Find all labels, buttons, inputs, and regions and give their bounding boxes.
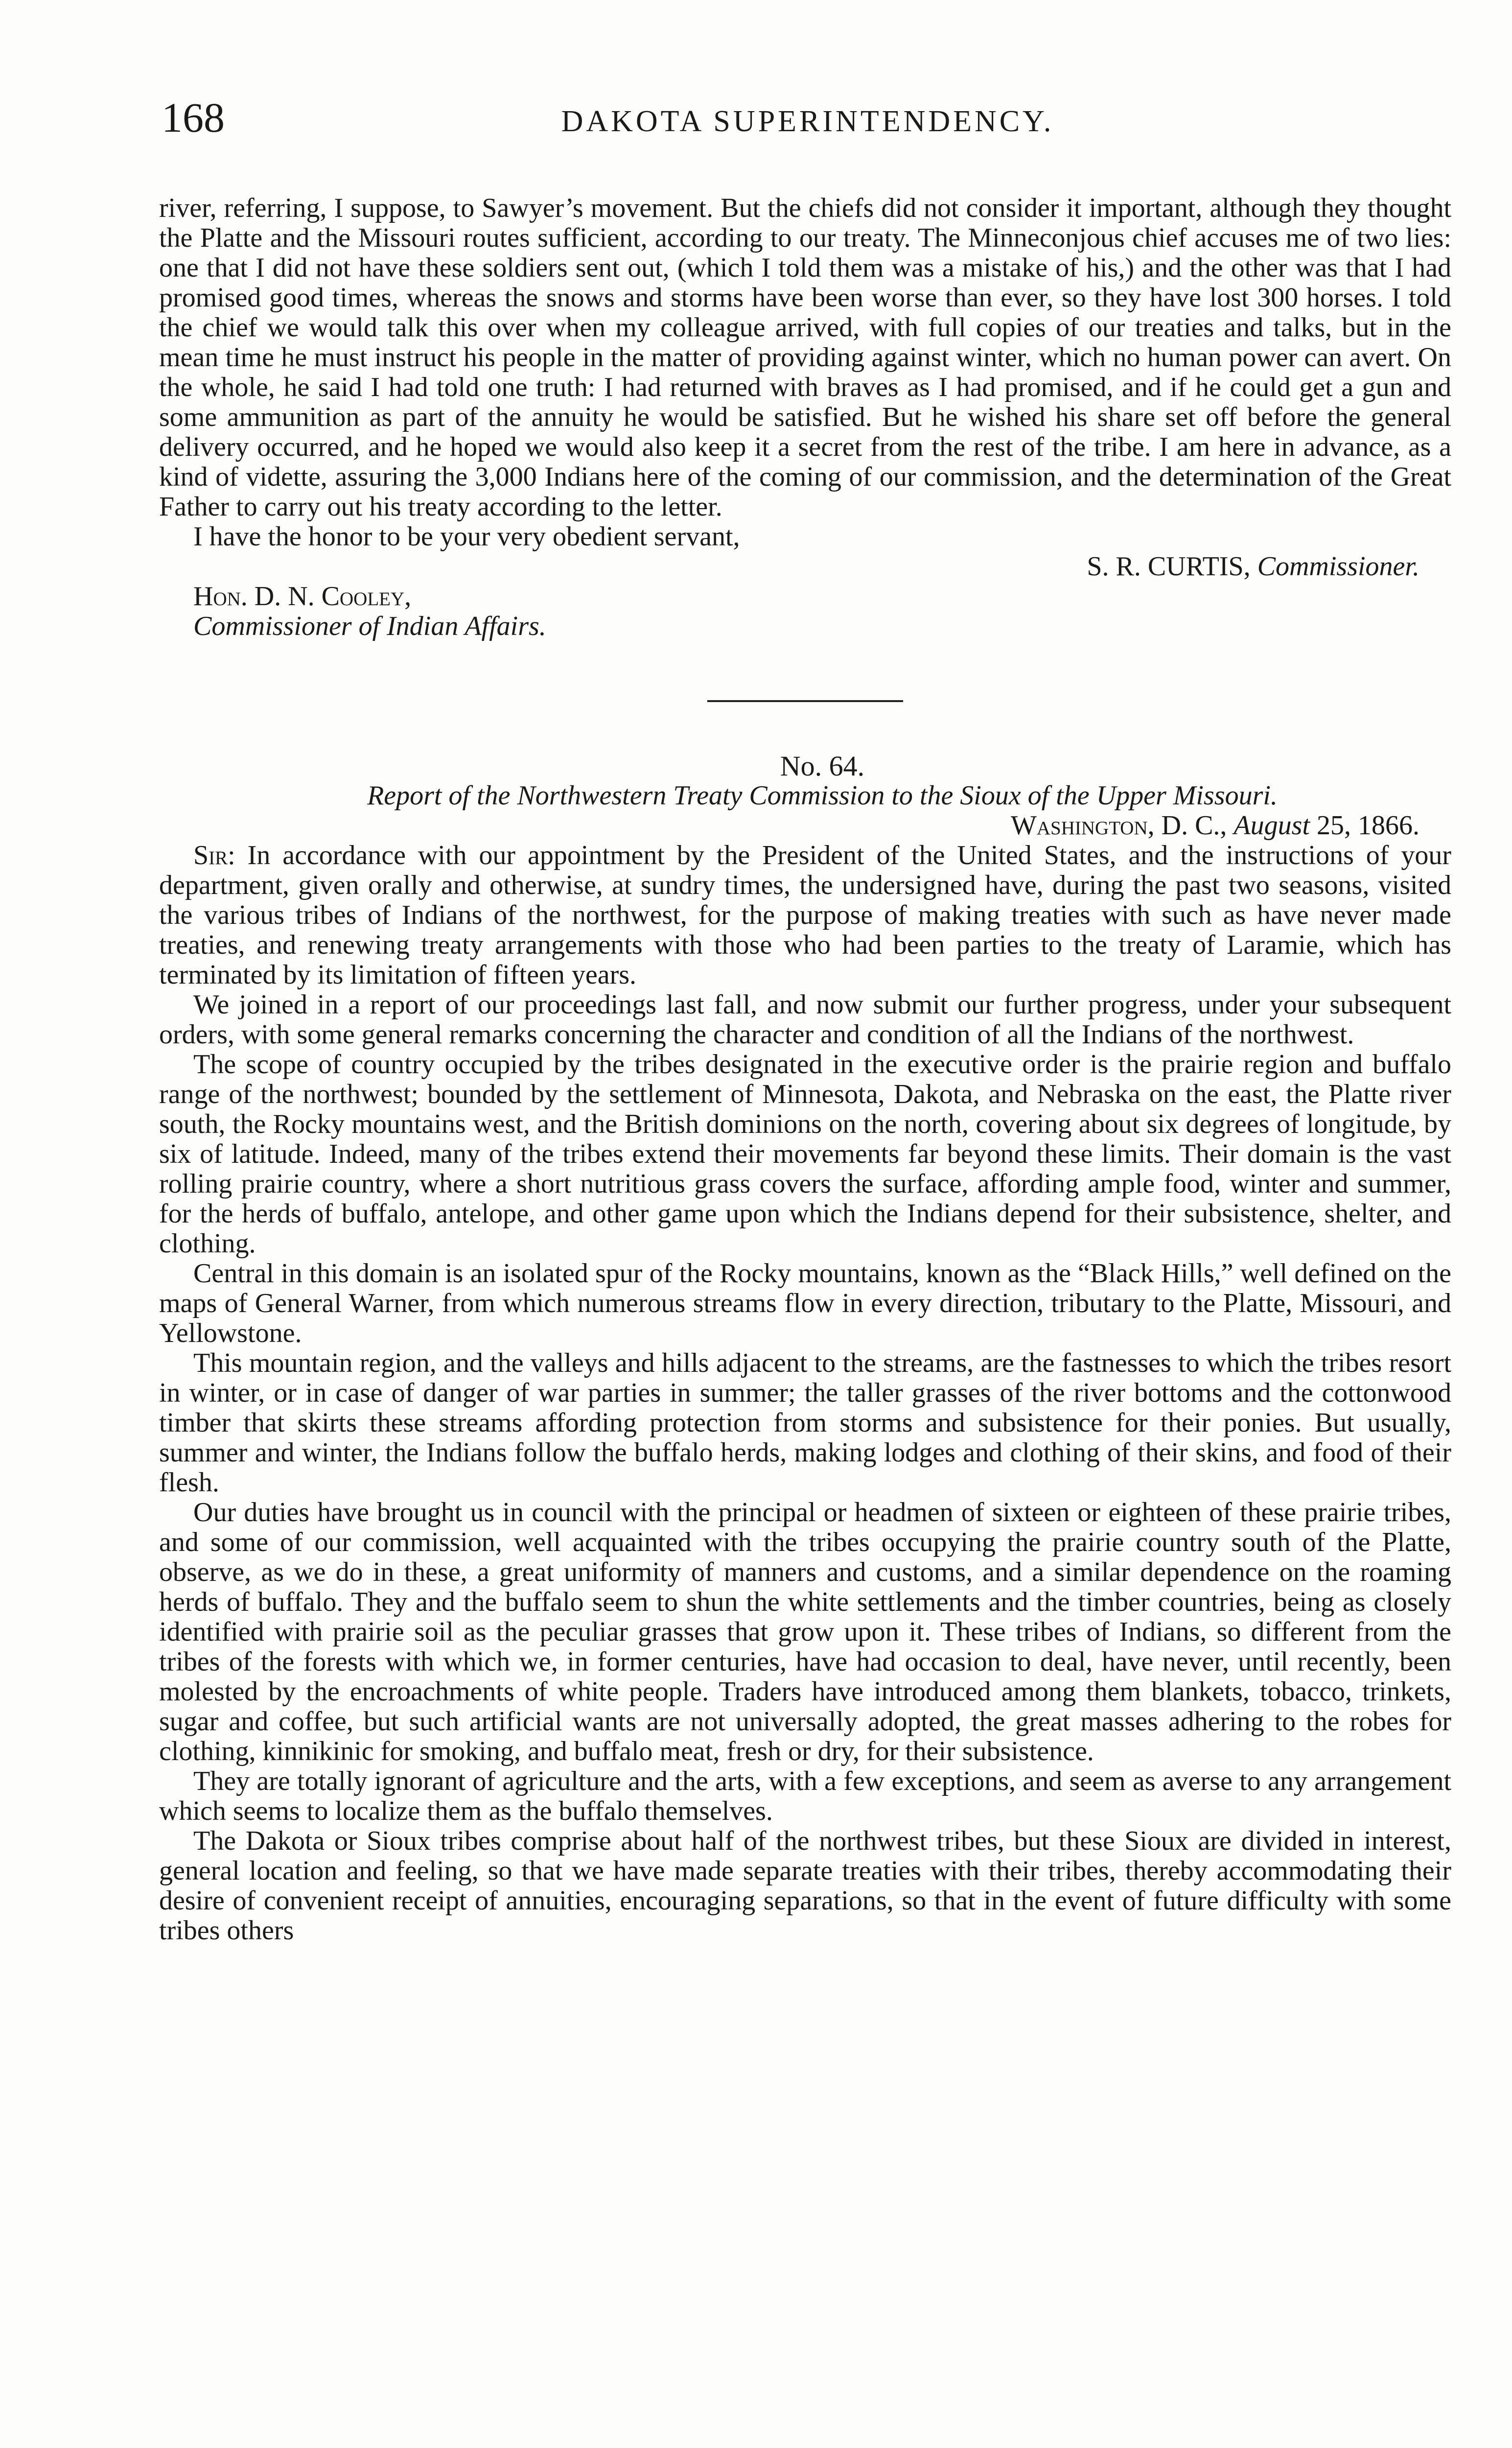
body-text	[159, 193, 1451, 1946]
addressee-name: Hon. D. N. Cooley,	[193, 581, 412, 612]
dateline-place: Washington, D. C.,	[1011, 810, 1227, 841]
dateline	[159, 811, 1451, 841]
report-paragraph: Our duties have brought us in council with the principal or headmen of sixteen or eighteen of these prairie tribes, and some of our commission, well acquainted with the tribes occupying the prairie country south of the Platte, observe, as we do in these, a great uniformity of manners and customs, and a similar dependence on the roaming herds of buffalo. They and the buffalo seem to shun the white settlements and the timber countries, being as closely identified with prairie soil as the peculiar grasses that grow upon it. These tribes of Indians, so different from the tribes of the forests with which we, in former centuries, have had occasion to deal, have never, until recently, been molested by the encroachments of white people. Traders have introduced among them blankets, tobacco, trinkets, sugar and coffee, but such artificial wants are not universally adopted, the great masses adhering to the robes for clothing, kinnikinic for smoking, and buffalo meat, fresh or dry, for their subsistence.	[159, 1497, 1451, 1766]
report-paragraph: The scope of country occupied by the tribes designated in the executive order is the prairie region and buffalo range of the northwest; bounded by the settlement of Minnesota, Dakota, and Nebraska on the east, the Platte river south, the Rocky mountains west, and the British dominions on the north, covering about six degrees of longitude, by six of latitude. Indeed, many of the tribes extend their movements far beyond these limits. Their domain is the vast rolling prairie country, where a short nutritious grass covers the surface, affording ample food, winter and summer, for the herds of buffalo, antelope, and other game upon which the Indians depend for their subsistence, shelter, and clothing.	[159, 1049, 1451, 1259]
salutation: Sir:	[193, 840, 235, 871]
report-paragraph: Central in this domain is an isolated spur of the Rocky mountains, known as the “Black Hills,” well defined on the maps of General Warner, from which numerous streams flow in every direction, tributary to the Platte, Missouri, and Yellowstone.	[159, 1258, 1451, 1348]
dateline-day-year: 25, 1866.	[1317, 810, 1419, 841]
letter-signature	[159, 552, 1451, 582]
section-divider	[707, 700, 903, 702]
signature-name: S. R. CURTIS,	[1087, 551, 1251, 582]
document-title: Report of the Northwestern Treaty Commission to the Sioux of the Upper Missouri.	[367, 780, 1278, 811]
report-paragraph: We joined in a report of our proceedings last fall, and now submit our further progress, under your subsequent orders, with some general remarks concerning the character and condition of all the Indians of the northwest.	[159, 989, 1451, 1050]
report-paragraph: They are totally ignorant of agriculture and the arts, with a few exceptions, and seem as averse to any arrangement which seems to localize them as the buffalo themselves.	[159, 1766, 1451, 1826]
letter-closing: I have the honor to be your very obedient servant,	[193, 521, 740, 552]
signature-title: Commissioner.	[1257, 551, 1419, 582]
page-header	[162, 93, 1454, 152]
letter-paragraph: river, referring, I suppose, to Sawyer’s movement. But the chiefs did not consider it important, although they thought the Platte and the Missouri routes sufficient, according to our treaty. The Minneconjous chief accuses me of two lies: one that I did not have these soldiers sent out, (which I told them was a mistake of his,) and the other was that I had promised good times, whereas the snows and storms have been worse than ever, so they have lost 300 horses. I told the chief we would talk this over when my colleague arrived, with full copies of our treaties and talks, but in the mean time he must instruct his people in the matter of providing against winter, which no human power can avert. On the whole, he said I had told one truth: I had returned with braves as I had promised, and if he could get a gun and some ammunition as part of the annuity he would be satisfied. But he wished his share set off before the general delivery occurred, and he hoped we would also keep it a secret from the rest of the tribe. I am here in advance, as a kind of vidette, assuring the 3,000 Indians here of the coming of our commission, and the determination of the Great Father to carry out his treaty according to the letter.	[159, 193, 1451, 522]
page-number: 168	[162, 94, 225, 141]
running-head: DAKOTA SUPERINTENDENCY.	[561, 105, 1054, 138]
report-paragraph: Sir: In accordance with our appointment by the President of the United States, and the instructions of your department, given orally and otherwise, at sundry times, the undersigned have, during the past two seasons, visited the various tribes of Indians of the northwest, for the purpose of making treaties with such as have never made treaties, and renewing treaty arrangements with those who had been parties to the treaty of Laramie, which has terminated by its limitation of fifteen years.	[159, 840, 1452, 990]
addressee-title: Commissioner of Indian Affairs.	[193, 611, 546, 641]
report-paragraph: The Dakota or Sioux tribes comprise about half of the northwest tribes, but these Sioux are divided in interest, general location and feeling, so that we have made separate treaties with their tribes, thereby accommodating their desire of convenient receipt of annuities, encouraging separations, so that in the event of future difficulty with some tribes others	[159, 1826, 1451, 1946]
report-paragraph: This mountain region, and the valleys and hills adjacent to the streams, are the fastnesses to which the tribes resort in winter, or in case of danger of war parties in summer; the taller grasses of the river bottoms and the cottonwood timber that skirts these streams affording protection from storms and subsistence for their ponies. But usually, summer and winter, the Indians follow the buffalo herds, making lodges and clothing of their skins, and food of their flesh.	[159, 1348, 1451, 1498]
document-number: No. 64.	[780, 750, 865, 782]
dateline-month: August	[1233, 810, 1310, 841]
